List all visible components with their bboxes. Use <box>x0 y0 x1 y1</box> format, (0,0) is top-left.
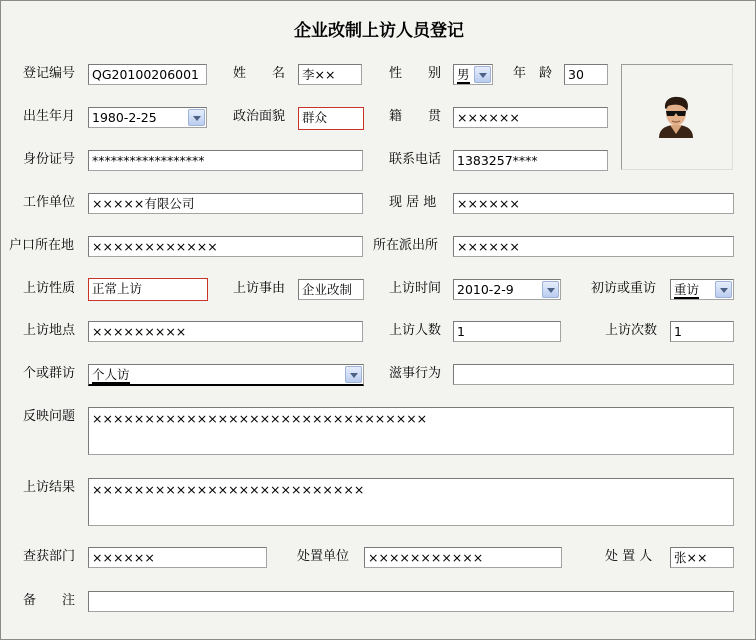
issue-label: 反映问题 <box>23 409 76 424</box>
birth-date-picker[interactable] <box>88 107 207 128</box>
issue-textarea[interactable]: ×××××××××××××××××××××××××××××××× <box>88 407 734 455</box>
petition-reason-field[interactable]: 企业改制 <box>298 279 364 300</box>
police-station-field[interactable]: ×××××× <box>453 236 734 257</box>
work-unit-label: 工作单位 <box>23 195 76 210</box>
trouble-field[interactable] <box>453 364 734 385</box>
found-dept-label: 查获部门 <box>23 549 76 564</box>
native-label: 籍 贯 <box>389 109 442 124</box>
form-title: 企业改制上访人员登记 <box>294 21 464 41</box>
found-dept-field[interactable]: ×××××× <box>88 547 267 568</box>
gender-dropdown-arrow-icon[interactable] <box>474 66 491 83</box>
handle-unit-label: 处置单位 <box>297 549 350 564</box>
native-field[interactable]: ×××××× <box>453 107 608 128</box>
result-label: 上访结果 <box>23 480 76 495</box>
reg-no-label: 登记编号 <box>23 66 76 81</box>
petition-count-label: 上访次数 <box>605 323 658 338</box>
id-no-label: 身份证号 <box>23 152 76 167</box>
work-unit-field[interactable]: ×××××有限公司 <box>88 193 363 214</box>
petition-time-label: 上访时间 <box>389 281 442 296</box>
birth-label: 出生年月 <box>23 109 76 124</box>
petition-time-dropdown-arrow-icon[interactable] <box>542 281 559 298</box>
petition-time-value: 2010-2-9 <box>457 282 514 297</box>
petition-people-label: 上访人数 <box>389 323 442 338</box>
remark-label: 备 注 <box>23 593 76 608</box>
first-or-repeat-select[interactable] <box>670 279 734 300</box>
first-or-repeat-label: 初访或重访 <box>591 281 657 296</box>
first-or-repeat-value: 重访 <box>674 282 700 297</box>
petition-count-field[interactable]: 1 <box>670 321 734 342</box>
hukou-field[interactable]: ×××××××××××× <box>88 236 363 257</box>
avatar-sunglasses-icon <box>653 94 699 140</box>
police-station-label: 所在派出所 <box>373 238 439 253</box>
name-label: 姓 名 <box>233 66 286 81</box>
residence-label: 现 居 地 <box>389 195 437 210</box>
political-field[interactable]: 群众 <box>298 107 364 130</box>
gender-label: 性 别 <box>389 66 442 81</box>
phone-label: 联系电话 <box>389 152 442 167</box>
individual-group-dropdown-arrow-icon[interactable] <box>345 366 362 383</box>
political-label: 政治面貌 <box>233 109 286 124</box>
remark-field[interactable] <box>88 591 734 612</box>
first-or-repeat-dropdown-arrow-icon[interactable] <box>715 281 732 298</box>
result-textarea[interactable]: ×××××××××××××××××××××××××× <box>88 478 734 526</box>
hukou-label: 户口所在地 <box>9 238 75 253</box>
age-field[interactable]: 30 <box>564 64 608 85</box>
age-label: 年 龄 <box>513 66 553 81</box>
id-no-field[interactable]: ****************** <box>88 150 363 171</box>
individual-group-label: 个或群访 <box>23 366 76 381</box>
handler-field[interactable]: 张×× <box>670 547 734 568</box>
gender-select[interactable] <box>453 64 493 85</box>
residence-field[interactable]: ×××××× <box>453 193 734 214</box>
individual-group-value: 个人访 <box>92 367 130 382</box>
gender-value: 男 <box>457 67 470 82</box>
birth-dropdown-arrow-icon[interactable] <box>188 109 205 126</box>
name-field[interactable]: 李×× <box>298 64 362 85</box>
petition-place-field[interactable]: ××××××××× <box>88 321 363 342</box>
phone-field[interactable]: 1383257**** <box>453 150 608 171</box>
petition-reason-label: 上访事由 <box>233 281 286 296</box>
trouble-label: 滋事行为 <box>389 366 442 381</box>
birth-value: 1980-2-25 <box>92 110 157 125</box>
reg-no-field[interactable]: QG20100206001 <box>88 64 207 85</box>
handler-label: 处 置 人 <box>605 549 653 564</box>
handle-unit-field[interactable]: ××××××××××× <box>364 547 562 568</box>
petition-type-field[interactable]: 正常上访 <box>88 278 208 301</box>
petition-type-label: 上访性质 <box>23 281 76 296</box>
petition-place-label: 上访地点 <box>23 323 76 338</box>
photo-frame[interactable] <box>621 64 733 170</box>
individual-group-select[interactable] <box>88 364 364 386</box>
petition-time-picker[interactable] <box>453 279 561 300</box>
petition-people-field[interactable]: 1 <box>453 321 561 342</box>
